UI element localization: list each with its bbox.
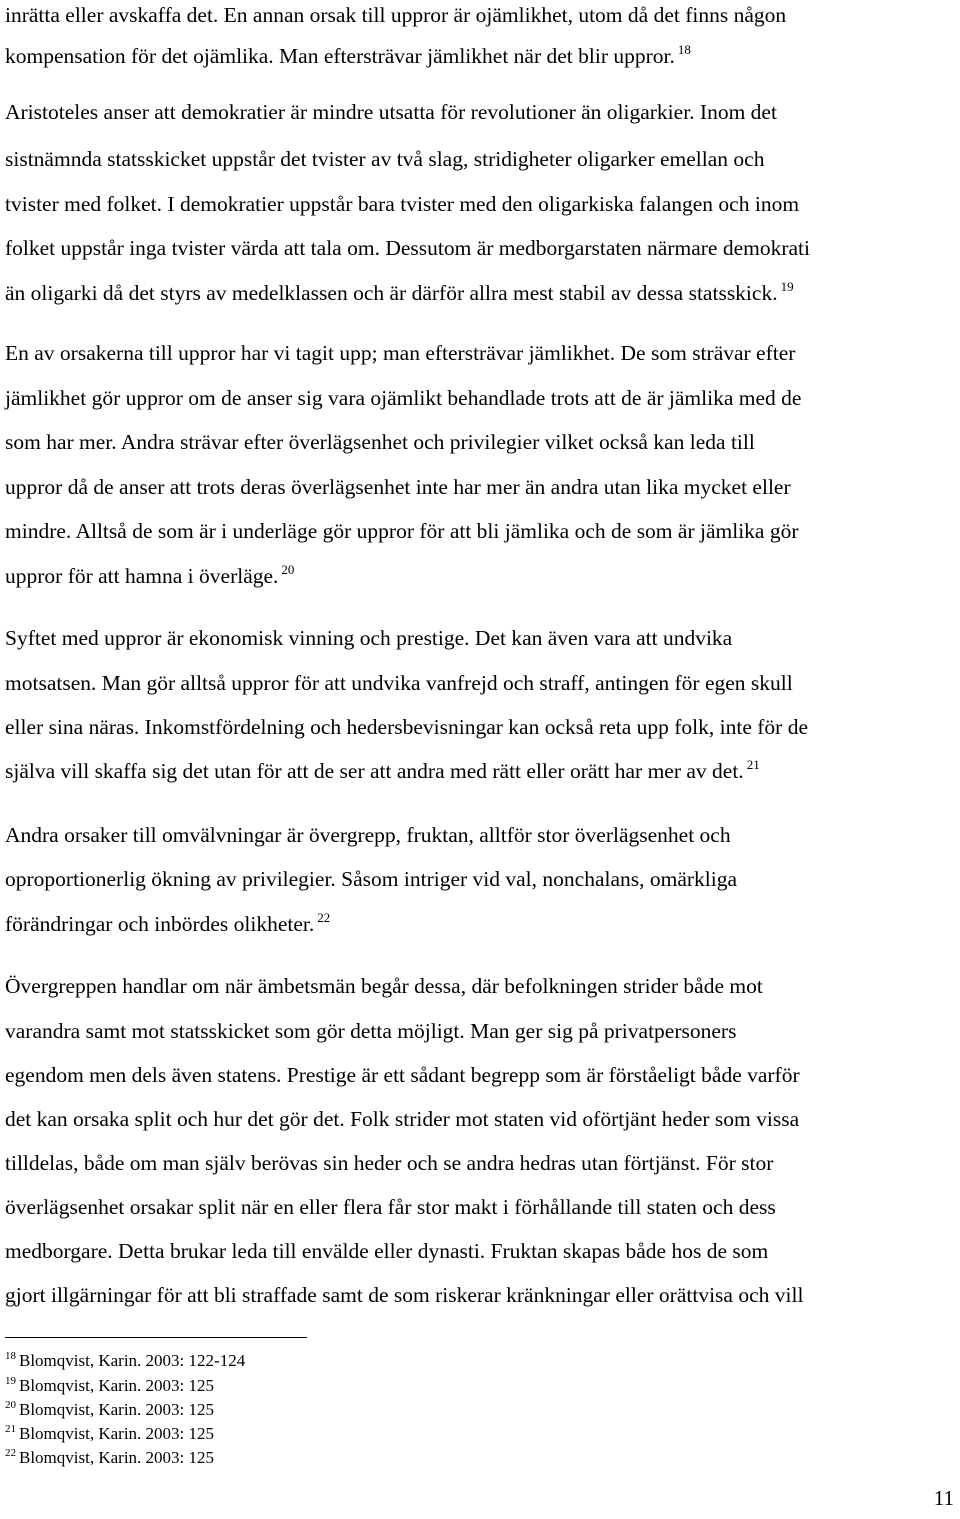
- body-text-line: [5, 1194, 776, 1220]
- body-text-line: [5, 385, 801, 411]
- body-text-line: [5, 146, 764, 172]
- line-text: sistnämnda statsskicket uppstår det tvister av två slag, stridigheter oligarker emellan och: [5, 147, 765, 171]
- line-text: En av orsakerna till uppror har vi tagit upp; man eftersträvar jämlikhet. De som strävar efter: [5, 341, 796, 365]
- footnote-text: Blomqvist, Karin. 2003: 125: [19, 1400, 215, 1419]
- line-text: folket uppstår inga tvister värda att tala om. Dessutom är medborgarstaten närmare demokrati: [5, 236, 810, 260]
- line-text: mindre. Alltså de som är i underläge gör uppror för att bli jämlika och de som är jämlika gör: [5, 519, 799, 543]
- body-text-line: [5, 563, 294, 592]
- body-text-line: [5, 1238, 768, 1264]
- footnote-text: Blomqvist, Karin. 2003: 122-124: [19, 1351, 246, 1370]
- body-text-line: [5, 1150, 773, 1176]
- line-text: gjort illgärningar för att bli straffade samt de som riskerar kränkningar eller orättvisa och vill: [5, 1283, 804, 1307]
- body-text-line: [5, 1018, 736, 1044]
- line-text: Övergreppen handlar om när ämbetsmän begår dessa, där befolkningen strider både mot: [5, 974, 763, 998]
- body-text-line: [5, 1062, 800, 1088]
- body-text-line: [5, 973, 763, 999]
- body-text-line: [5, 474, 791, 500]
- footnote: [5, 1423, 214, 1447]
- line-text: än oligarki då det styrs av medelklassen och är därför allra mest stabil av dessa statsskick.: [5, 281, 778, 305]
- footnote: [5, 1350, 245, 1374]
- line-text: oproportionerlig ökning av privilegier. Såsom intriger vid val, nonchalans, omärkliga: [5, 867, 738, 891]
- footnote-reference: 21: [746, 757, 760, 772]
- body-text-line: [5, 866, 737, 892]
- line-text: medborgare. Detta brukar leda till envälde eller dynasti. Fruktan skapas både hos de som: [5, 1239, 769, 1263]
- footnote-number: 19: [5, 1375, 16, 1387]
- footnote: [5, 1375, 214, 1399]
- body-text-line: [5, 518, 799, 544]
- line-text: överlägsenhet orsakar split när en eller flera får stor makt i förhållande till staten och dess: [5, 1195, 776, 1219]
- body-text-line: [5, 822, 731, 848]
- footnote-reference: 20: [281, 562, 295, 577]
- line-text: motsatsen. Man gör alltså uppror för att undvika vanfrejd och straff, antingen för egen skull: [5, 671, 793, 695]
- line-text: inrätta eller avskaffa det. En annan orsak till uppror är ojämlikhet, utom då det finns någon: [5, 3, 787, 27]
- footnote-reference: 22: [317, 910, 331, 925]
- body-text-line: [5, 99, 777, 125]
- line-text: Syftet med uppror är ekonomisk vinning och prestige. Det kan även vara att undvika: [5, 626, 733, 650]
- line-text: själva vill skaffa sig det utan för att de ser att andra med rätt eller orätt har mer av det.: [5, 759, 744, 783]
- body-text-line: [5, 758, 760, 787]
- body-text-line: [5, 235, 810, 261]
- footnote: [5, 1399, 214, 1423]
- body-text-line: [5, 340, 795, 366]
- line-text: egendom men dels även statens. Prestige är ett sådant begrepp som är förståeligt både varför: [5, 1063, 800, 1087]
- body-text-line: [5, 2, 786, 28]
- footnote-text: Blomqvist, Karin. 2003: 125: [19, 1448, 215, 1467]
- line-text: Andra orsaker till omvälvningar är övergrepp, fruktan, alltför stor överlägsenhet och: [5, 823, 731, 847]
- line-text: kompensation för det ojämlika. Man eftersträvar jämlikhet när det blir uppror.: [5, 44, 675, 68]
- line-text: tvister med folket. I demokratier uppstår bara tvister med den oligarkiska falangen och inom: [5, 192, 800, 216]
- body-text-line: [5, 280, 794, 309]
- footnote-separator: [5, 1337, 307, 1338]
- line-text: uppror då de anser att trots deras överlägsenhet inte har mer än andra utan lika mycket eller: [5, 475, 791, 499]
- line-text: varandra samt mot statsskicket som gör detta möjligt. Man ger sig på privatpersoners: [5, 1019, 737, 1043]
- line-text: eller sina näras. Inkomstfördelning och hedersbevisningar kan också reta upp folk, inte för de: [5, 715, 809, 739]
- line-text: tilldelas, både om man själv berövas sin heder och se andra hedras utan förtjänst. För stor: [5, 1151, 774, 1175]
- body-text-line: [5, 1282, 803, 1308]
- body-text-line: [5, 625, 732, 651]
- footnote-number: 18: [5, 1350, 16, 1362]
- line-text: det kan orsaka split och hur det gör det. Folk strider mot staten vid oförtjänt heder som vissa: [5, 1107, 800, 1131]
- body-text-line: [5, 1106, 799, 1132]
- body-text-line: [5, 911, 330, 940]
- footnote-number: 21: [5, 1423, 16, 1435]
- body-text-line: [5, 191, 799, 217]
- footnote-text: Blomqvist, Karin. 2003: 125: [19, 1424, 215, 1443]
- footnote-text: Blomqvist, Karin. 2003: 125: [19, 1376, 215, 1395]
- page-number: 11: [933, 1486, 954, 1510]
- line-text: förändringar och inbördes olikheter.: [5, 912, 315, 936]
- body-text-line: [5, 43, 691, 72]
- line-text: uppror för att hamna i överläge.: [5, 564, 279, 588]
- line-text: Aristoteles anser att demokratier är mindre utsatta för revolutioner än oligarkier. Inom det: [5, 100, 777, 124]
- line-text: som har mer. Andra strävar efter överlägsenhet och privilegier vilket också kan leda till: [5, 430, 755, 454]
- footnote-reference: 19: [780, 279, 794, 294]
- body-text-line: [5, 714, 808, 740]
- footnote-reference: 18: [677, 42, 691, 57]
- footnote-number: 22: [5, 1447, 16, 1459]
- line-text: jämlikhet gör uppror om de anser sig vara ojämlikt behandlade trots att de är jämlika med de: [5, 386, 802, 410]
- body-text-line: [5, 429, 755, 455]
- footnote: [5, 1447, 214, 1471]
- footnote-number: 20: [5, 1399, 16, 1411]
- body-text-line: [5, 670, 793, 696]
